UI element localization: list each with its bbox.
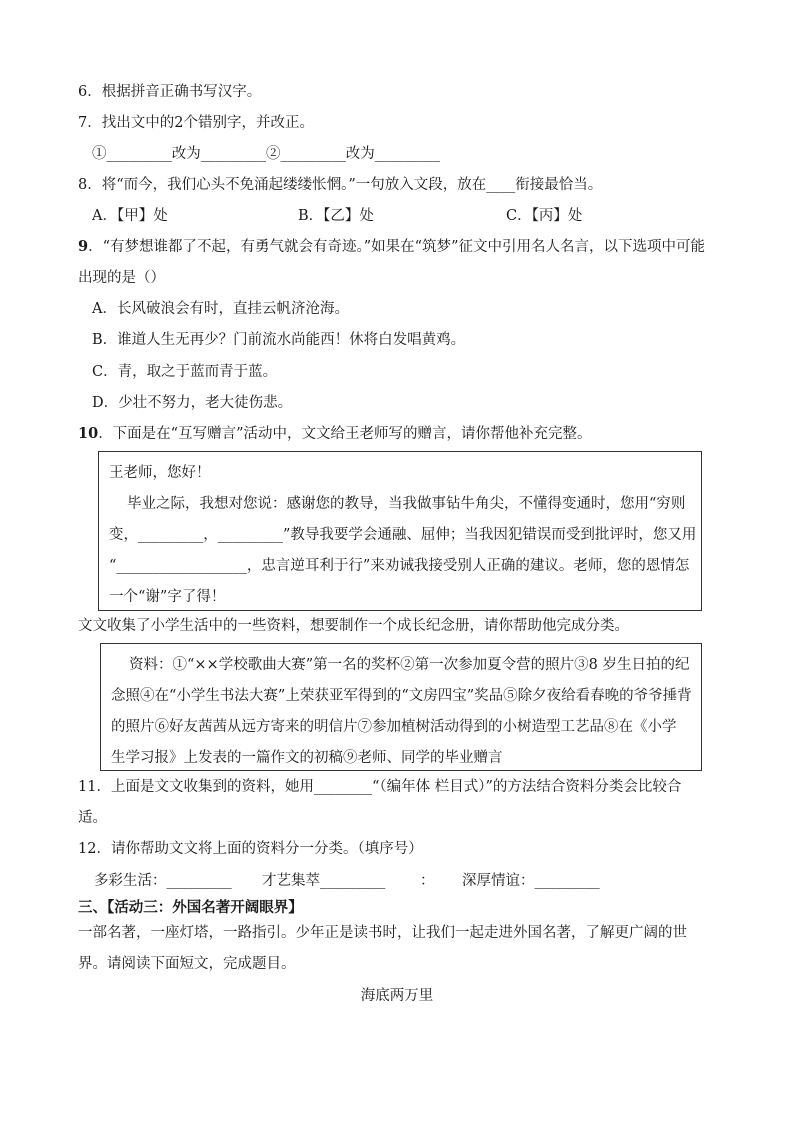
question-12-blank-colorful-life[interactable]: 多彩生活：_________ xyxy=(94,873,232,889)
question-8-option-b[interactable]: B．【乙】处 xyxy=(298,208,374,224)
question-12-blank-talent[interactable]: 才艺集萃_________ xyxy=(262,873,386,889)
materials-intro: 文文收集了小学生活中的一些资料，想要制作一个成长纪念册，请你帮助他完成分类。 xyxy=(78,618,629,634)
question-9-option-b[interactable]: B．谁道人生无再少？门前流水尚能西！休将白发唱黄鸡。 xyxy=(92,332,466,348)
section-3-text-line-2: 界。请阅读下面短文，完成题目。 xyxy=(78,956,296,972)
question-12-colon: ： xyxy=(420,873,435,889)
question-10-stem: ．下面是在“互写赠言”活动中，文文给王老师写的赠言，请你帮他补充完整。 xyxy=(98,426,592,442)
materials-box xyxy=(100,643,702,771)
question-8-option-c[interactable]: C．【丙】处 xyxy=(506,208,583,224)
question-7-blanks[interactable]: ①_________改为_________②_________改为_________ xyxy=(92,146,440,162)
question-6: 6．根据拼音正确书写汉字。 xyxy=(78,84,262,100)
question-7: 7．找出文中的2个错别字，并改正。 xyxy=(78,115,314,131)
question-12: 12．请你帮助文文将上面的资料分一分类。（填序号） xyxy=(78,841,423,857)
section-3-text-line-1: 一部名著，一座灯塔，一路指引。少年正是读书时，让我们一起走进外国名著，了解更广阔的世 xyxy=(78,925,687,941)
letter-box xyxy=(98,451,702,611)
letter-line-2: 毕业之际，我想对您说：感谢您的教导，当我做事钻牛角尖，不懂得变通时，您用“穷则 xyxy=(127,496,686,512)
materials-line-4: 生学习报》上发表的一篇作文的初稿⑨老师、同学的毕业赠言 xyxy=(111,750,503,766)
question-9-option-d[interactable]: D．少壮不努力，老大徒伤悲。 xyxy=(92,395,293,411)
question-9-number: 9 xyxy=(78,238,89,255)
question-9-line-2: 出现的是（） xyxy=(78,270,165,286)
section-3-heading: 三、【活动三：外国名著开阔眼界】 xyxy=(78,899,303,916)
letter-line-3[interactable]: 变，_________，_________”教导我要学会通融、屈伸；当我因犯错误而受到批评时，您又用 xyxy=(109,527,697,543)
passage-title: 海底两万里 xyxy=(360,988,434,1004)
materials-line-2: 念照④在“小学生书法大赛”上荣获亚军得到的“文房四宝”奖品⑤除夕夜给看春晚的爷爷捶背 xyxy=(111,688,692,704)
question-8: 8．将“而今，我们心头不免涌起缕缕怅惘。”一句放入文段，放在____衔接最恰当。 xyxy=(78,177,603,193)
question-9-option-a[interactable]: A．长风破浪会有时，直挂云帆济沧海。 xyxy=(92,301,349,317)
question-8-option-a[interactable]: A．【甲】处 xyxy=(92,208,168,224)
letter-salutation: 王老师，您好！ xyxy=(109,465,211,481)
question-10 xyxy=(78,424,592,444)
question-9-stem: ．“有梦想谁都了不起，有勇气就会有奇迹。”如果在“筑梦”征文中引用名人名言，以下选项中可能 xyxy=(88,239,705,255)
question-10-number: 10 xyxy=(78,425,99,442)
letter-line-4[interactable]: “__________________，忠言逆耳利于行”来劝诫我接受别人正确的建议。老师，您的恩情怎 xyxy=(109,558,690,574)
question-9-line-1 xyxy=(78,237,705,257)
materials-line-3: 的照片⑥好友茜茜从远方寄来的明信片⑦参加植树活动得到的小树造型工艺品⑧在《小学 xyxy=(111,719,677,735)
question-11-line-2: 适。 xyxy=(78,810,107,826)
materials-line-1: 资料：①“××学校歌曲大赛”第一名的奖杯②第一次参加夏令营的照片③8 岁生日拍的纪 xyxy=(129,657,690,673)
letter-line-5: 一个“谢”字了得！ xyxy=(109,589,226,605)
question-9-option-c[interactable]: C．青，取之于蓝而青于蓝。 xyxy=(92,364,278,380)
question-11-line-1[interactable]: 11．上面是文文收集到的资料，她用________“（编年体 栏目式）”的方法结合资料分类会比较合 xyxy=(78,779,682,795)
question-12-blank-friendship[interactable]: 深厚情谊：_________ xyxy=(462,873,600,889)
